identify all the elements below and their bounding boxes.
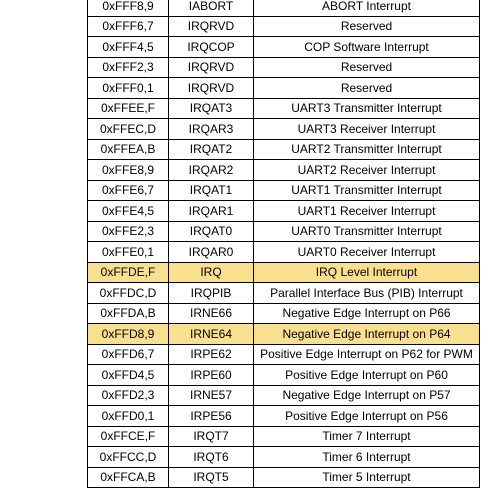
vector-description-cell: UART1 Transmitter Interrupt bbox=[254, 180, 480, 201]
vector-name-cell: IRQPIB bbox=[169, 283, 254, 304]
vector-address-cell: 0xFFE0,1 bbox=[88, 242, 169, 263]
vector-name-cell: IRQRVD bbox=[169, 78, 254, 99]
vector-description-cell: Reserved bbox=[254, 78, 480, 99]
table-row bbox=[88, 180, 480, 201]
table-row bbox=[88, 303, 480, 324]
vector-name-cell: IRQAT0 bbox=[169, 221, 254, 242]
vector-name-cell: IRNE57 bbox=[169, 385, 254, 406]
vector-name-cell: IRQRVD bbox=[169, 16, 254, 37]
vector-description-cell: UART2 Transmitter Interrupt bbox=[254, 139, 480, 160]
vector-name-cell: IRQRVD bbox=[169, 57, 254, 78]
vector-description-cell: UART1 Receiver Interrupt bbox=[254, 201, 480, 222]
table-row bbox=[88, 98, 480, 119]
interrupt-vector-table bbox=[87, 0, 480, 488]
vector-address-cell: 0xFFD4,5 bbox=[88, 365, 169, 386]
vector-name-cell: IRQAR1 bbox=[169, 201, 254, 222]
table-row bbox=[88, 324, 480, 345]
vector-description-cell: UART2 Receiver Interrupt bbox=[254, 160, 480, 181]
vector-address-cell: 0xFFCC,D bbox=[88, 447, 169, 468]
vector-name-cell: IRQCOP bbox=[169, 37, 254, 58]
vector-address-cell: 0xFFE4,5 bbox=[88, 201, 169, 222]
vector-address-cell: 0xFFD6,7 bbox=[88, 344, 169, 365]
vector-address-cell: 0xFFF8,9 bbox=[88, 0, 169, 16]
vector-description-cell: IRQ Level Interrupt bbox=[254, 262, 480, 283]
table-row bbox=[88, 447, 480, 468]
vector-description-cell: UART0 Receiver Interrupt bbox=[254, 242, 480, 263]
interrupt-vector-table-body bbox=[88, 0, 480, 488]
vector-description-cell: Timer 5 Interrupt bbox=[254, 467, 480, 488]
table-row bbox=[88, 37, 480, 58]
table-row bbox=[88, 426, 480, 447]
vector-name-cell: IRNE66 bbox=[169, 303, 254, 324]
vector-name-cell: IRPE60 bbox=[169, 365, 254, 386]
table-row bbox=[88, 57, 480, 78]
table-row bbox=[88, 365, 480, 386]
vector-address-cell: 0xFFCA,B bbox=[88, 467, 169, 488]
vector-name-cell: IRQAT3 bbox=[169, 98, 254, 119]
vector-name-cell: IRQAR2 bbox=[169, 160, 254, 181]
table-row bbox=[88, 385, 480, 406]
vector-address-cell: 0xFFEE,F bbox=[88, 98, 169, 119]
table-row bbox=[88, 242, 480, 263]
vector-description-cell: Negative Edge Interrupt on P64 bbox=[254, 324, 480, 345]
vector-name-cell: IRNE64 bbox=[169, 324, 254, 345]
vector-name-cell: IRQT5 bbox=[169, 467, 254, 488]
table-row bbox=[88, 406, 480, 427]
vector-description-cell: UART3 Transmitter Interrupt bbox=[254, 98, 480, 119]
vector-description-cell: Timer 6 Interrupt bbox=[254, 447, 480, 468]
table-row bbox=[88, 467, 480, 488]
vector-description-cell: Positive Edge Interrupt on P56 bbox=[254, 406, 480, 427]
vector-name-cell: IRQ bbox=[169, 262, 254, 283]
vector-description-cell: Parallel Interface Bus (PIB) Interrupt bbox=[254, 283, 480, 304]
vector-description-cell: Negative Edge Interrupt on P57 bbox=[254, 385, 480, 406]
vector-description-cell: Positive Edge Interrupt on P60 bbox=[254, 365, 480, 386]
table-row bbox=[88, 78, 480, 99]
table-row bbox=[88, 0, 480, 16]
table-row bbox=[88, 139, 480, 160]
vector-address-cell: 0xFFF0,1 bbox=[88, 78, 169, 99]
table-row bbox=[88, 16, 480, 37]
vector-address-cell: 0xFFE6,7 bbox=[88, 180, 169, 201]
vector-description-cell: Timer 7 Interrupt bbox=[254, 426, 480, 447]
vector-address-cell: 0xFFDA,B bbox=[88, 303, 169, 324]
vector-name-cell: IRQAT2 bbox=[169, 139, 254, 160]
vector-description-cell: UART3 Receiver Interrupt bbox=[254, 119, 480, 140]
vector-name-cell: IRQAT1 bbox=[169, 180, 254, 201]
vector-name-cell: IRQT6 bbox=[169, 447, 254, 468]
table-row bbox=[88, 221, 480, 242]
vector-address-cell: 0xFFCE,F bbox=[88, 426, 169, 447]
vector-address-cell: 0xFFD0,1 bbox=[88, 406, 169, 427]
vector-address-cell: 0xFFEC,D bbox=[88, 119, 169, 140]
vector-name-cell: IABORT bbox=[169, 0, 254, 16]
vector-address-cell: 0xFFF2,3 bbox=[88, 57, 169, 78]
vector-address-cell: 0xFFD2,3 bbox=[88, 385, 169, 406]
vector-description-cell: UART0 Transmitter Interrupt bbox=[254, 221, 480, 242]
vector-description-cell: Negative Edge Interrupt on P66 bbox=[254, 303, 480, 324]
vector-address-cell: 0xFFF4,5 bbox=[88, 37, 169, 58]
vector-name-cell: IRQT7 bbox=[169, 426, 254, 447]
vector-address-cell: 0xFFDE,F bbox=[88, 262, 169, 283]
table-row bbox=[88, 262, 480, 283]
vector-name-cell: IRQAR3 bbox=[169, 119, 254, 140]
vector-description-cell: Reserved bbox=[254, 57, 480, 78]
vector-name-cell: IRPE62 bbox=[169, 344, 254, 365]
vector-name-cell: IRPE56 bbox=[169, 406, 254, 427]
table-row bbox=[88, 119, 480, 140]
vector-name-cell: IRQAR0 bbox=[169, 242, 254, 263]
vector-address-cell: 0xFFEA,B bbox=[88, 139, 169, 160]
vector-address-cell: 0xFFD8,9 bbox=[88, 324, 169, 345]
table-row bbox=[88, 283, 480, 304]
table-row bbox=[88, 160, 480, 181]
vector-description-cell: ABORT Interrupt bbox=[254, 0, 480, 16]
vector-description-cell: COP Software Interrupt bbox=[254, 37, 480, 58]
vector-address-cell: 0xFFDC,D bbox=[88, 283, 169, 304]
table-row bbox=[88, 201, 480, 222]
vector-address-cell: 0xFFF6,7 bbox=[88, 16, 169, 37]
vector-description-cell: Positive Edge Interrupt on P62 for PWM bbox=[254, 344, 480, 365]
vector-description-cell: Reserved bbox=[254, 16, 480, 37]
vector-address-cell: 0xFFE2,3 bbox=[88, 221, 169, 242]
table-row bbox=[88, 344, 480, 365]
vector-address-cell: 0xFFE8,9 bbox=[88, 160, 169, 181]
